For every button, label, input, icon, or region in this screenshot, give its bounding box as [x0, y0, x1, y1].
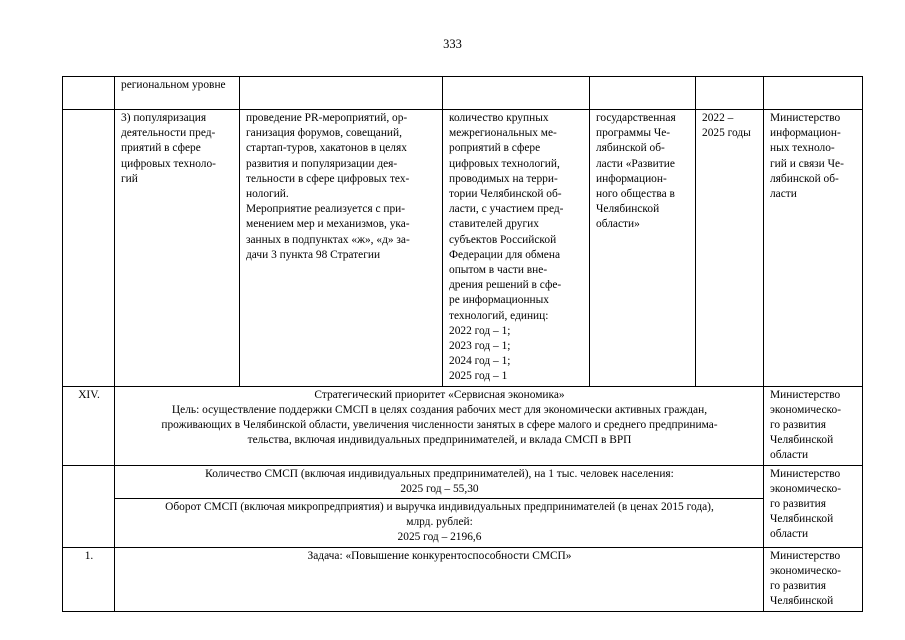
text-line: ласти	[770, 188, 797, 201]
text-line: субъектов Российской	[449, 233, 557, 246]
text-line: цифровых технологий,	[449, 157, 560, 170]
table-row-indicator-1	[63, 465, 863, 498]
table-row-indicator-2	[63, 499, 863, 548]
text-line: ставителей других	[449, 218, 539, 231]
cell-period	[696, 77, 764, 110]
text-line: области»	[596, 218, 640, 231]
text-line: 2022 год – 1;	[449, 324, 511, 337]
text-line: тельности в сфере цифровых тех-	[246, 172, 410, 185]
cell-number	[63, 465, 115, 547]
section-number: XIV.	[63, 386, 115, 465]
table-row-continuation	[63, 77, 863, 110]
text-line: ганизация форумов, совещаний,	[246, 127, 402, 140]
cell-period	[696, 110, 764, 387]
text-line: 2025 год – 2196,6	[397, 531, 482, 544]
text-line: проводимых на терри-	[449, 172, 558, 185]
text-line: ного общества в	[596, 188, 675, 201]
cell-responsible	[764, 110, 863, 387]
section-responsible	[764, 386, 863, 465]
cell-indicator	[443, 77, 590, 110]
text-line: Челябинской	[770, 513, 834, 526]
text-line: Челябинской	[770, 595, 834, 608]
text-line: приятий в сфере	[121, 142, 201, 155]
text-line: нологий.	[246, 188, 289, 201]
text-line: ласти «Развитие	[596, 157, 675, 170]
cell-responsible	[764, 77, 863, 110]
task-number: 1.	[63, 547, 115, 611]
text-line: тории Челябинской об-	[449, 188, 562, 201]
section-goal	[115, 386, 764, 465]
page-number: 333	[443, 37, 462, 51]
cell-measure	[240, 77, 443, 110]
text-line: проведение PR-мероприятий, ор-	[246, 112, 408, 124]
text-line: опытом в части вне-	[449, 264, 548, 277]
cell-area: региональном уровне	[115, 77, 240, 110]
text-line: 2023 год – 1;	[449, 340, 511, 353]
text-line: го развития	[770, 419, 826, 432]
cell-area	[115, 110, 240, 387]
text-line: Министерство	[770, 112, 841, 124]
cell-program	[590, 110, 696, 387]
text-line: технологий, единиц:	[449, 309, 549, 322]
text-line: Министерство	[770, 467, 841, 480]
indicator-smsp-turnover	[115, 499, 764, 548]
text-line: 2022 –	[702, 112, 734, 124]
strategy-table	[62, 76, 863, 612]
task-title: Задача: «Повышение конкурентоспособности СМСП»	[115, 547, 764, 611]
text-line: млрд. рублей:	[406, 516, 473, 529]
text-line: гий	[121, 172, 138, 185]
text-line: лябинской об-	[596, 142, 665, 155]
text-line: Министерство	[770, 388, 841, 401]
cell-indicator	[443, 110, 590, 387]
cell-measure	[240, 110, 443, 387]
text-line: государственная	[596, 112, 676, 124]
text-line: роприятий в сфере	[449, 142, 541, 155]
text-line: Стратегический приоритет «Сервисная экономика»	[314, 388, 565, 401]
text-line: ре информационных	[449, 294, 550, 307]
text-line: занных в подпунктах «ж», «д» за-	[246, 233, 410, 246]
text-line: Мероприятие реализуется с при-	[246, 203, 406, 216]
text-line: Цель: осуществление поддержки СМСП в целях создания рабочих мест для экономически активных граждан,	[171, 403, 708, 416]
text-line: го развития	[770, 498, 826, 511]
indicator-responsible	[764, 465, 863, 547]
text-line: 2025 год – 1	[449, 370, 508, 383]
indicator-smsp-count	[115, 465, 764, 498]
text-line: деятельности пред-	[121, 127, 216, 140]
text-line: области	[770, 528, 809, 541]
text-line: менением мер и механизмов, ука-	[246, 218, 410, 231]
text-line: Челябинской	[596, 203, 660, 216]
text-line: информацион-	[596, 172, 667, 185]
cell-number	[63, 110, 115, 387]
text-line: количество крупных	[449, 112, 549, 124]
text-line: ласти, с участием пред-	[449, 203, 564, 216]
table-row-task-1	[63, 547, 863, 611]
cell-program	[590, 77, 696, 110]
text-line: го развития	[770, 580, 826, 593]
text-line: 2025 год – 55,30	[400, 482, 479, 495]
text-line: области	[770, 449, 809, 462]
text-line: программы Че-	[596, 127, 671, 140]
table-row-section-xiv	[63, 386, 863, 465]
text-line: стартап-туров, хакатонов в целях	[246, 142, 407, 155]
text-line: развития и популяризации дея-	[246, 157, 398, 170]
text-line: 2025 годы	[702, 127, 751, 140]
table-row-measure	[63, 110, 863, 387]
text-line: экономическо-	[770, 564, 841, 577]
text-line: Оборот СМСП (включая микропредприятия) и выручка индивидуальных предпринимателей (в ценах 2015 года),	[165, 501, 714, 514]
text-line: экономическо-	[770, 482, 841, 495]
text-line: лябинской об-	[770, 172, 839, 185]
text-line: тельства, включая индивидуальных предпринимателей, и вклада СМСП в ВРП	[247, 434, 632, 447]
text-line: межрегиональных ме-	[449, 127, 557, 140]
text-line: экономическо-	[770, 403, 841, 416]
text-line: цифровых техноло-	[121, 157, 216, 170]
text-line: Министерство	[770, 549, 841, 562]
task-responsible	[764, 547, 863, 611]
text-line: дачи 3 пункта 98 Стратегии	[246, 248, 381, 261]
text-line: Челябинской	[770, 434, 834, 447]
text-line: 2024 год – 1;	[449, 355, 511, 368]
text-line: дрения решений в сфе-	[449, 279, 562, 292]
text-line: проживающих в Челябинской области, увеличения численности занятых в сфере малого и среднего предпринима-	[161, 419, 718, 432]
text-line: гий и связи Че-	[770, 157, 844, 170]
text-line: 3) популяризация	[121, 112, 207, 124]
text-line: информацион-	[770, 127, 841, 140]
text-line: Количество СМСП (включая индивидуальных предпринимателей), на 1 тыс. человек населения:	[205, 467, 674, 480]
text-line: ных техноло-	[770, 142, 835, 155]
cell-number	[63, 77, 115, 110]
text-line: Федерации для обмена	[449, 248, 561, 261]
